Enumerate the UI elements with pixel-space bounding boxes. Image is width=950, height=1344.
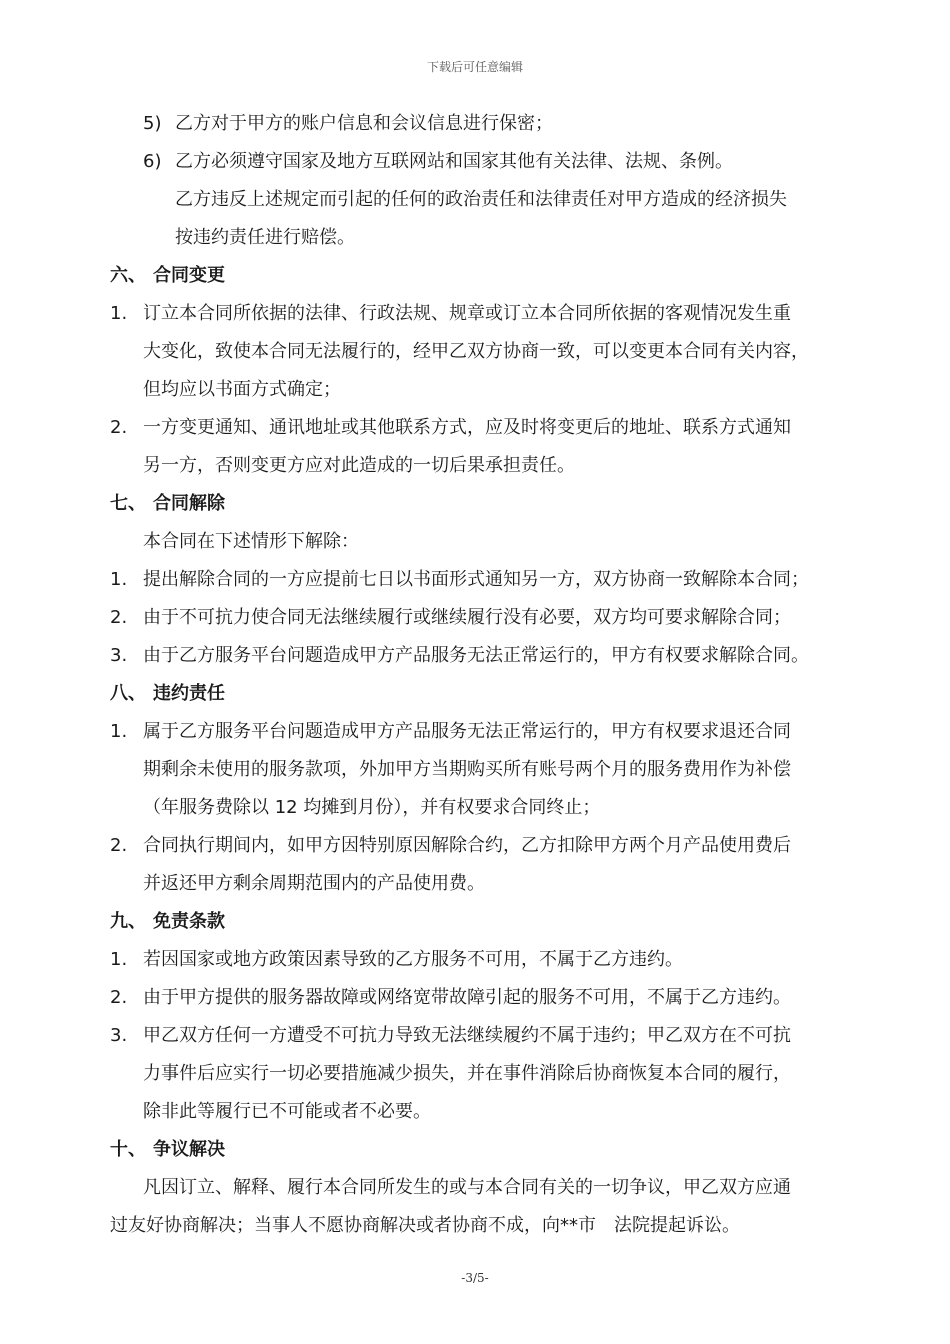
section-title: 争议解决 [153,1139,225,1160]
list-text: 一方变更通知、通讯地址或其他联系方式，应及时将变更后的地址、联系方式通知 [143,417,791,438]
list-text: 并返还甲方剩余周期范围内的产品使用费。 [143,873,485,894]
section-number: 六、 [110,265,146,286]
list-text: 乙方必须遵守国家及地方互联网站和国家其他有关法律、法规、条例。 [175,151,733,172]
list-item-continuation [0,751,950,789]
list-item [0,1017,950,1055]
list-item [0,105,950,143]
section-heading [0,1131,950,1169]
paragraph-line [0,1207,950,1245]
section-heading [0,485,950,523]
paragraph-line [0,219,950,257]
list-text: 除非此等履行已不可能或者不必要。 [143,1101,431,1122]
list-item [0,143,950,181]
list-number: 3. [110,645,128,666]
list-text: 乙方对于甲方的账户信息和会议信息进行保密； [175,113,553,134]
list-item-continuation [0,1093,950,1131]
list-number: 6) [143,151,162,172]
section-intro: 本合同在下述情形下解除： [143,531,359,552]
section-title: 合同解除 [153,493,225,514]
paragraph-text: 乙方违反上述规定而引起的任何的政治责任和法律责任对甲方造成的经济损失 [175,189,787,210]
section-title: 免责条款 [153,911,225,932]
list-number: 1. [110,303,128,324]
list-item [0,979,950,1017]
list-number: 1. [110,949,128,970]
paragraph-line [0,523,950,561]
list-text: 由于甲方提供的服务器故障或网络宽带故障引起的服务不可用，不属于乙方违约。 [143,987,791,1008]
section-heading [0,257,950,295]
list-text: 期剩余未使用的服务款项，外加甲方当期购买所有账号两个月的服务费用作为补偿 [143,759,791,780]
list-item-continuation [0,865,950,903]
section-number: 九、 [110,911,146,932]
list-text: 但均应以书面方式确定； [143,379,341,400]
list-item [0,295,950,333]
list-text: 提出解除合同的一方应提前七日以书面形式通知另一方，双方协商一致解除本合同； [143,569,809,590]
list-text: 另一方，否则变更方应对此造成的一切后果承担责任。 [143,455,575,476]
list-number: 1. [110,569,128,590]
list-item [0,713,950,751]
list-text: 由于不可抗力使合同无法继续履行或继续履行没有必要，双方均可要求解除合同； [143,607,791,628]
list-item-continuation [0,333,950,371]
list-text: 合同执行期间内，如甲方因特别原因解除合约，乙方扣除甲方两个月产品使用费后 [143,835,791,856]
list-text: 力事件后应实行一切必要措施减少损失，并在事件消除后协商恢复本合同的履行， [143,1063,791,1084]
paragraph-line [0,181,950,219]
list-text: 属于乙方服务平台问题造成甲方产品服务无法正常运行的，甲方有权要求退还合同 [143,721,791,742]
section-heading [0,903,950,941]
list-item [0,409,950,447]
list-text: 甲乙双方任何一方遭受不可抗力导致无法继续履约不属于违约；甲乙双方在不可抗 [143,1025,791,1046]
list-item [0,561,950,599]
list-text: 大变化，致使本合同无法履行的，经甲乙双方协商一致，可以变更本合同有关内容， [143,341,809,362]
page-number: -3/5- [461,1271,489,1285]
list-number: 2. [110,607,128,628]
section-number: 十、 [110,1139,146,1160]
page-header: 下载后可任意编辑 [426,60,523,74]
list-text: 由于乙方服务平台问题造成甲方产品服务无法正常运行的，甲方有权要求解除合同。 [143,645,809,666]
list-item [0,941,950,979]
list-item-continuation [0,371,950,409]
list-number: 1. [110,721,128,742]
list-number: 5) [143,113,162,134]
list-text: 订立本合同所依据的法律、行政法规、规章或订立本合同所依据的客观情况发生重 [143,303,791,324]
list-text: （年服务费除以 12 均摊到月份），并有权要求合同终止； [143,797,601,818]
paragraph-line [0,1169,950,1207]
list-item-continuation [0,447,950,485]
section-title: 合同变更 [153,265,225,286]
paragraph-text: 凡因订立、解释、履行本合同所发生的或与本合同有关的一切争议，甲乙双方应通 [143,1177,791,1198]
paragraph-text: 过友好协商解决；当事人不愿协商解决或者协商不成，向**市 法院提起诉讼。 [110,1215,740,1236]
list-number: 2. [110,835,128,856]
list-number: 2. [110,987,128,1008]
list-number: 3. [110,1025,128,1046]
section-title: 违约责任 [153,683,225,704]
list-item [0,637,950,675]
section-number: 八、 [110,683,146,704]
list-number: 2. [110,417,128,438]
list-item-continuation [0,1055,950,1093]
list-item [0,827,950,865]
list-text: 若因国家或地方政策因素导致的乙方服务不可用，不属于乙方违约。 [143,949,683,970]
document-body [0,105,950,1245]
paragraph-text: 按违约责任进行赔偿。 [175,227,355,248]
section-heading [0,675,950,713]
section-number: 七、 [110,493,146,514]
list-item [0,599,950,637]
list-item-continuation [0,789,950,827]
